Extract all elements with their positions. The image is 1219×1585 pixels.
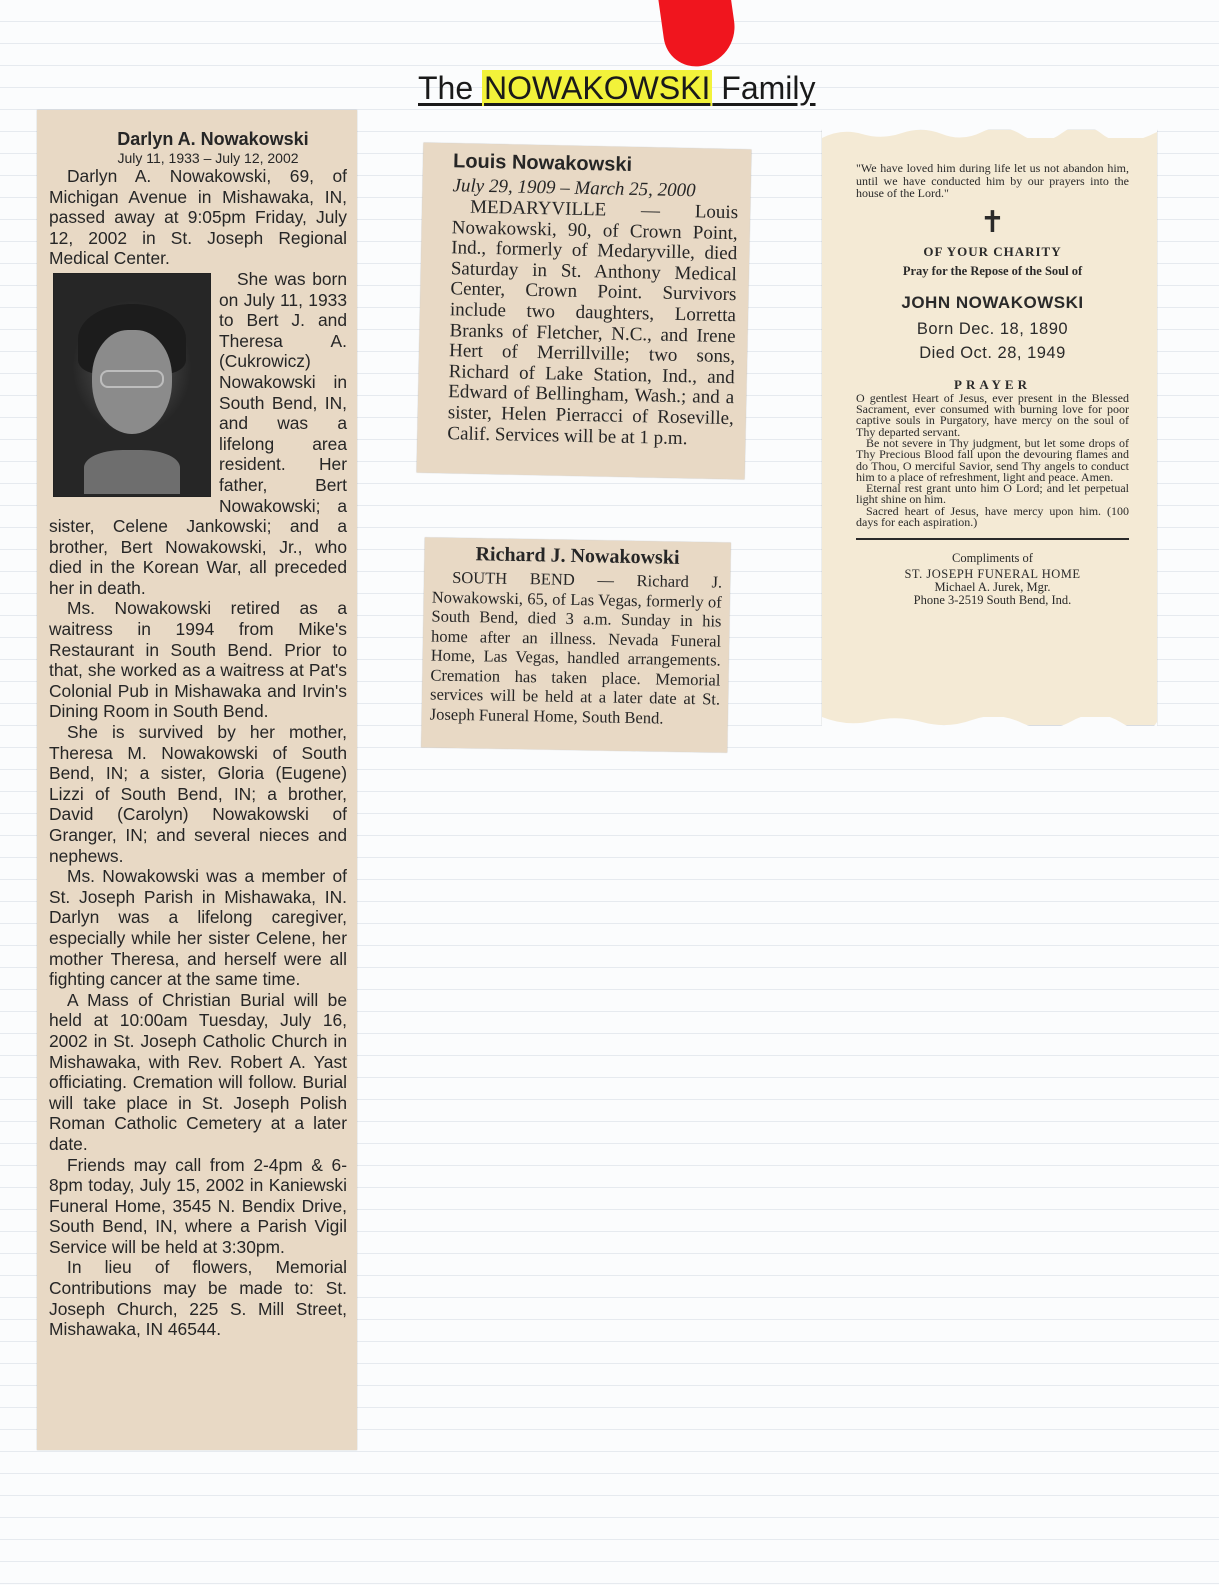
obituary-richard — [421, 537, 731, 752]
portrait-photo — [53, 273, 211, 497]
torn-edge-bottom — [822, 717, 1157, 727]
obituary-paragraph: Friends may call from 2-4pm & 6-8pm today, July 15, 2002 in Kaniewski Funeral Home, 3545 N. Bendix Drive, South Bend, IN, where a Parish Vigil Service will be held at 3:30pm. — [49, 1154, 347, 1257]
page-title-highlight: NOWAKOWSKI — [484, 70, 711, 106]
prayer-card — [822, 130, 1157, 725]
card-prayer-text: Eternal rest grant unto him O Lord; and let perpetual light shine on him. — [856, 481, 1129, 507]
obituary-paragraph: SOUTH BEND — Richard J. Nowakowski, 65, of Las Vegas, formerly of South Bend, died 3 a.m. Sunday in his home after an illness. Nevada Funeral Home, Las Vegas, handled arrangements. Cremation has taken place. Memorial services will be held at a later date at St. Joseph Funeral Home, South Bend. — [429, 567, 723, 728]
card-prayer-text: Sacred heart of Jesus, have mercy upon him. (100 days for each aspiration.) — [856, 503, 1129, 530]
card-pray-line: Pray for the Repose of the Soul of — [902, 263, 1083, 278]
card-charity: OF YOUR CHARITY — [923, 243, 1062, 259]
obituary-paragraph: In lieu of flowers, Memorial Contributions may be made to: St. Joseph Church, 225 S. Mill Street, Mishawaka, IN 46544. — [49, 1257, 347, 1340]
cross-icon: ✝ — [979, 205, 1006, 239]
card-prayer-text: O gentlest Heart of Jesus, ever present in the Blessed Sacrament, ever consumed with burning love for poor captive souls in Purgatory, have mercy on the soul of Thy departed servant. — [856, 390, 1129, 439]
page-title — [418, 70, 816, 107]
obituary-paragraph: A Mass of Christian Burial will be held at 10:00am Tuesday, July 16, 2002 in St. Joseph Catholic Church in Mishawaka, with Rev. Robert A. Yast officiating. Cremation will follow. Burial will take place in St. Joseph Polish Roman Catholic Cemetery at a later date. — [49, 989, 347, 1154]
page-title-after: Family — [712, 70, 816, 106]
obituary-name: Darlyn A. Nowakowski — [117, 129, 309, 149]
page-title-before: The — [418, 70, 483, 106]
red-tab-marker — [656, 0, 739, 71]
obituary-paragraph: She was born on July 11, 1933 to Bert J. and Theresa A. (Cukrowicz) Nowakowski in South Bend, IN, and was a lifelong area resident. Her father, Bert Nowakowski; a sister, Celene Jankowski; and a brother, Bert Nowakowski, Jr., who died in the Korean War, all preceded her in death. — [49, 268, 347, 598]
card-quote: "We have loved him during life let us not abandon him, until we have conducted him by our prayers into the house of the Lord." — [856, 161, 1129, 201]
obituary-paragraph: She is survived by her mother, Theresa M. Nowakowski of South Bend, IN; a sister, Gloria (Eugene) Lizzi of South Bend, IN; a brother, David (Carolyn) Nowakowski of Granger, IN; and several nieces and nephews. — [49, 722, 347, 866]
card-died: Died Oct. 28, 1949 — [919, 343, 1066, 362]
card-prayer-text: Be not severe in Thy judgment, but let some drops of Thy Precious Blood fall upon the devouring flames and do Thou, O merciful Savior, send Thy angels to conduct him to a place of refreshment, light and peace. Amen. — [856, 435, 1129, 484]
obituary-name: Louis Nowakowski — [452, 150, 633, 176]
card-prayer-title: PRAYER — [954, 376, 1031, 392]
obituary-louis — [417, 143, 752, 480]
obituary-name: Richard J. Nowakowski — [475, 543, 680, 569]
obituary-dates: July 29, 1909 – March 25, 2000 — [452, 175, 696, 202]
obituary-paragraph: Ms. Nowakowski retired as a waitress in 1994 from Mike's Restaurant in South Bend. Prior to that, she worked as a waitress at Pat's Colonial Pub in Mishawaka and Irvin's Dining Room in South Bend. — [49, 598, 347, 722]
torn-edge-top — [822, 128, 1157, 138]
obituary-paragraph: Darlyn A. Nowakowski, 69, of Michigan Avenue in Mishawaka, IN, passed away at 9:05pm Friday, July 12, 2002 in St. Joseph Regional Medical Center. — [49, 166, 347, 269]
card-born: Born Dec. 18, 1890 — [916, 319, 1069, 338]
card-funeral-home: ST. JOSEPH FUNERAL HOME — [904, 567, 1081, 582]
card-manager: Michael A. Jurek, Mgr. — [934, 580, 1051, 595]
card-phone: Phone 3-2519 South Bend, Ind. — [913, 593, 1072, 608]
obituary-darlyn — [37, 110, 357, 1450]
obituary-paragraph: Ms. Nowakowski was a member of St. Joseph Parish in Mishawaka, IN. Darlyn was a lifelong caregiver, especially while her sister Celene, her mother Theresa, and herself were all fighting cancer at the same time. — [49, 866, 347, 990]
card-compliments: Compliments of — [952, 551, 1033, 566]
card-deceased-name: JOHN NOWAKOWSKI — [901, 292, 1084, 312]
card-divider — [856, 538, 1129, 540]
obituary-dates: July 11, 1933 – July 12, 2002 — [117, 150, 299, 166]
obituary-paragraph: MEDARYVILLE — Louis Nowakowski, 90, of Crown Point, Ind., formerly of Medaryville, died Saturday in St. Anthony Medical Center, Crown Point. Survivors include two daughters, Lorretta Branks of Fletcher, N.C., and Irene Hert of Merrillville; two sons, Richard of Lake Station, Ind., and Edward of Bellingham, Wash.; and a sister, Helen Pierracci of Roseville, Calif. Services will be at 1 p.m. — [447, 196, 739, 449]
